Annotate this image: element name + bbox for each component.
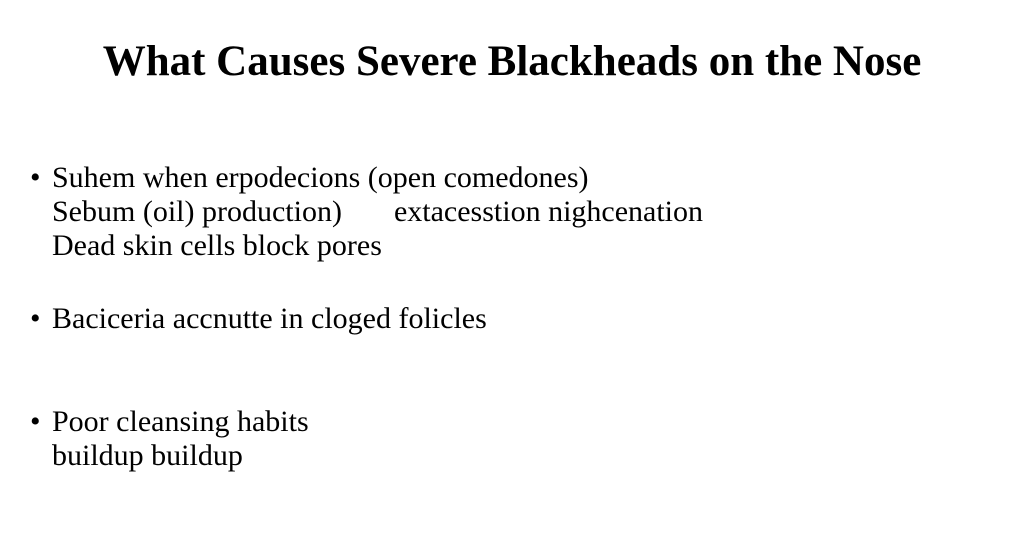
bullet-dot: • <box>30 302 41 335</box>
bullet-dot: • <box>30 405 41 438</box>
bullet-lines <box>52 161 992 263</box>
bullet-line: Poor cleansing habits <box>52 405 309 438</box>
bullet-line: buildup buildup <box>52 439 243 472</box>
bullet-lines <box>52 302 992 336</box>
bullet-line-split <box>52 195 992 229</box>
bullet-lines <box>52 405 992 473</box>
bullet-line-part: extacesstion nighcenation <box>393 195 704 228</box>
bullet-line: Suhem when erpodecions (open comedones) <box>52 161 589 194</box>
bullet-line: Dead skin cells block pores <box>52 229 382 262</box>
bullet-line-part: Sebum (oil) production) <box>52 195 342 228</box>
bullet-line: Baciceria accnutte in cloged folicles <box>52 302 487 335</box>
slide-title: What Causes Severe Blackheads on the Nose <box>102 38 922 85</box>
bullet-dot: • <box>30 161 41 194</box>
